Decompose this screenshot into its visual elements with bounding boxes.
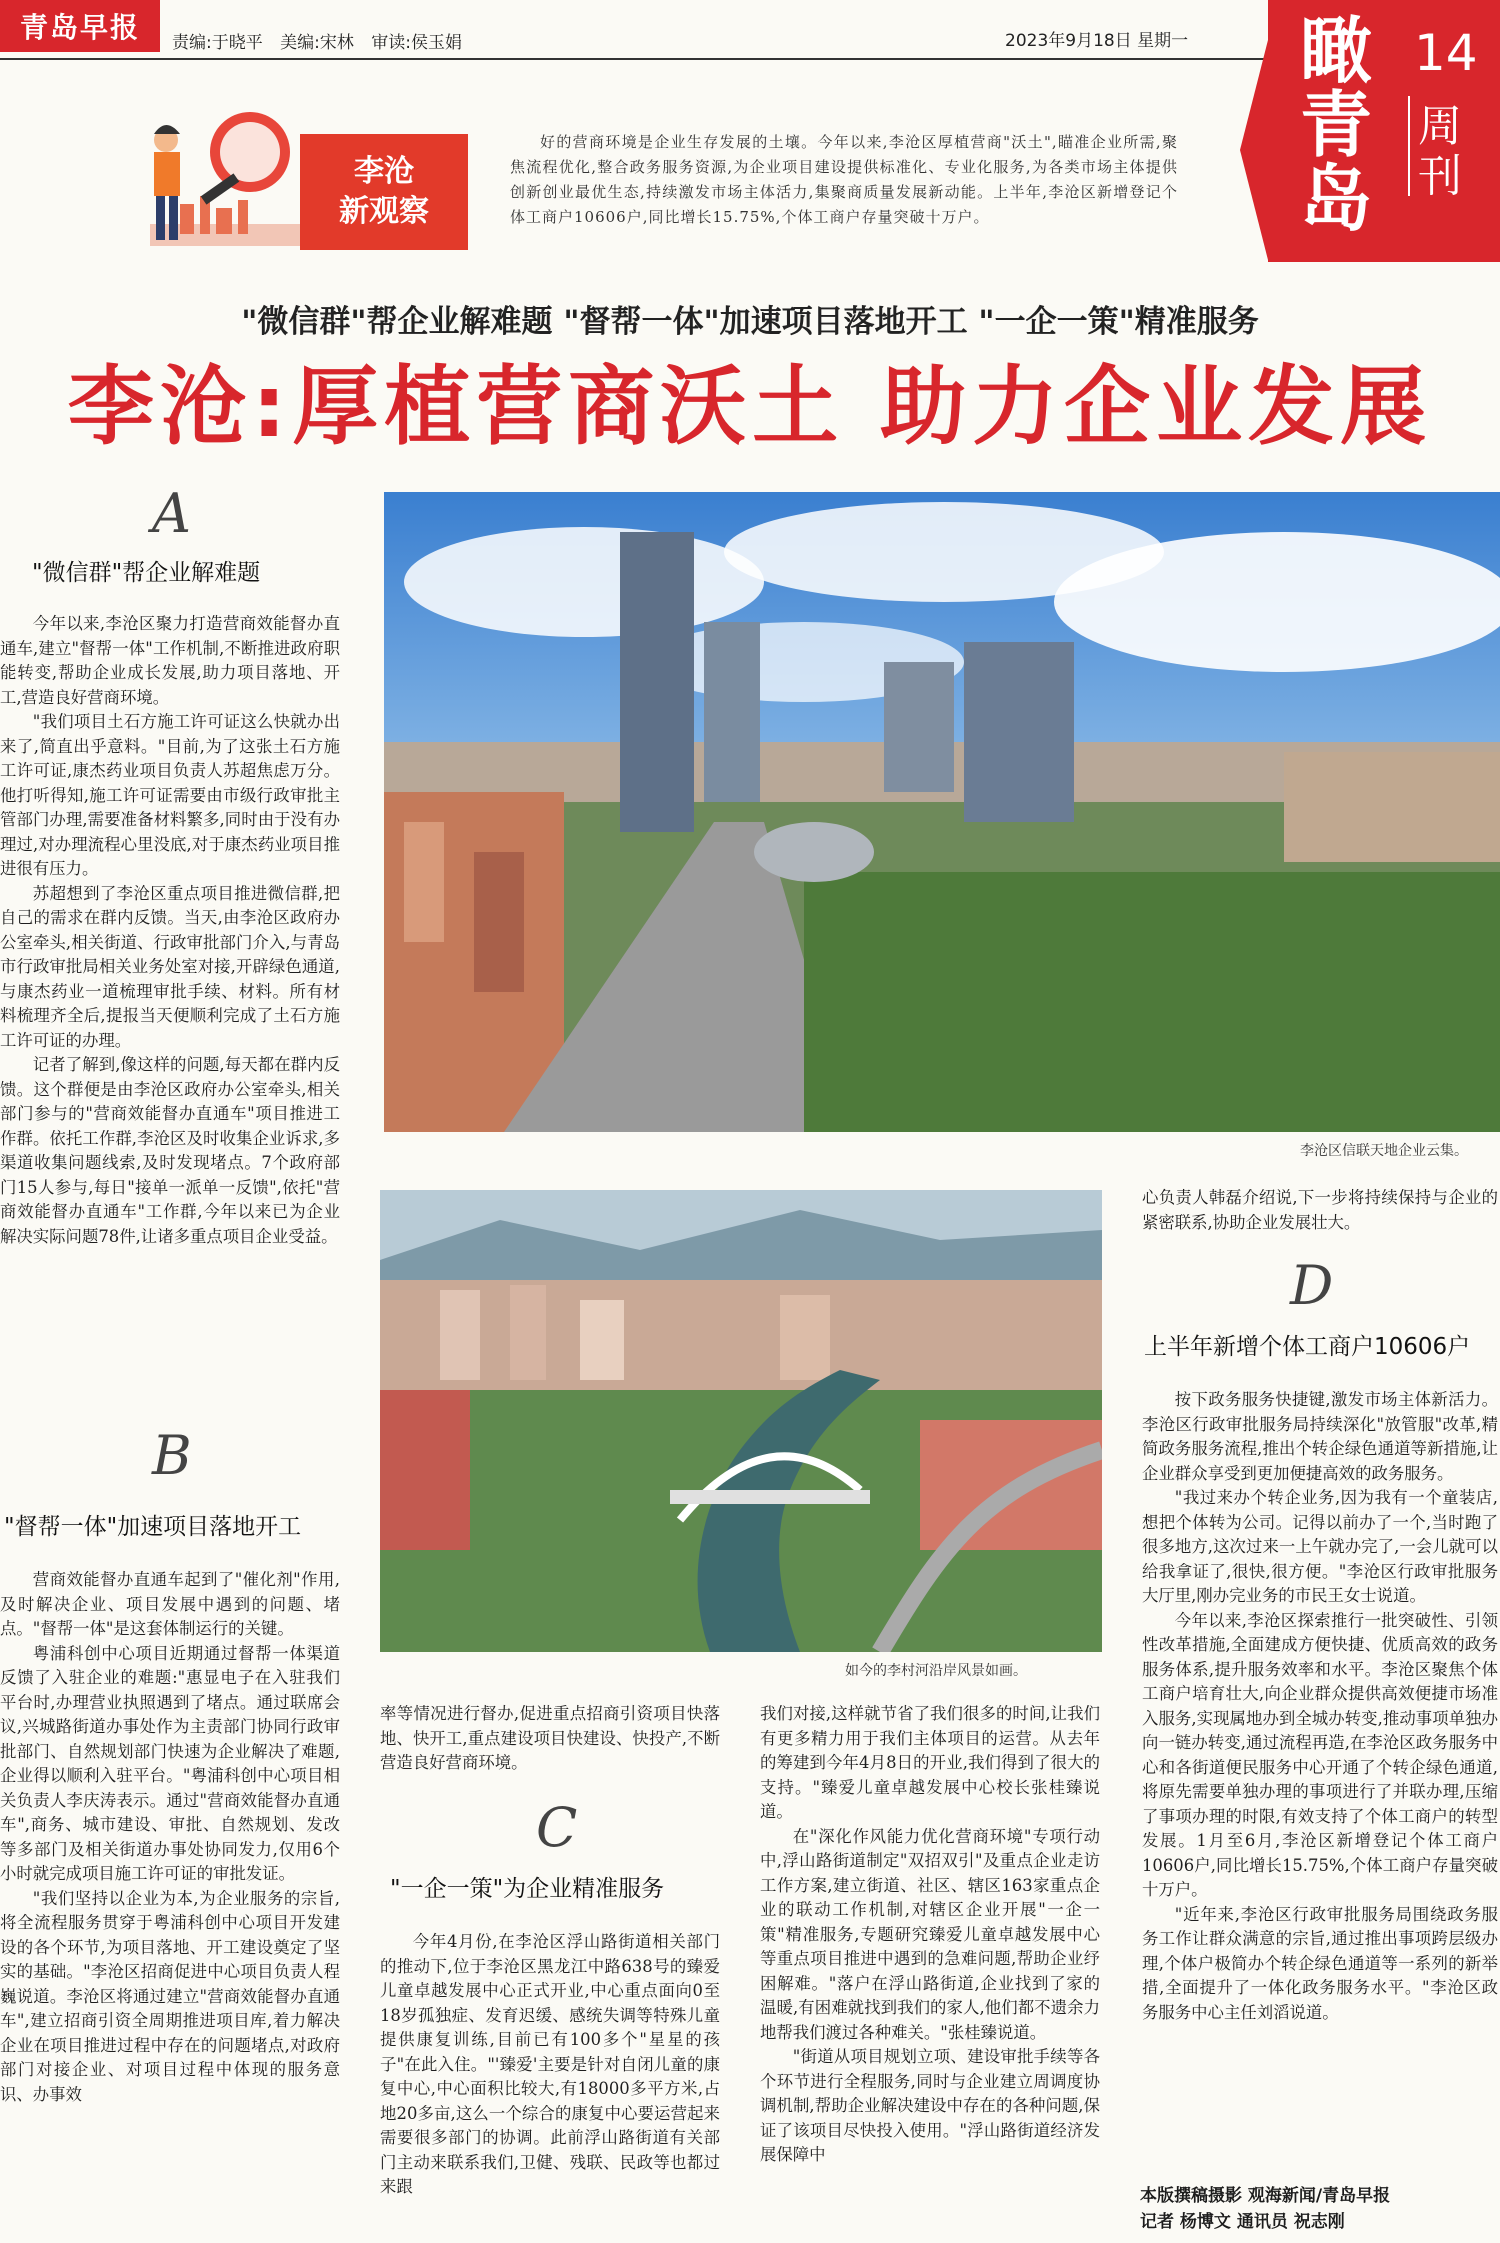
column-badge: [1268, 0, 1500, 262]
photo1-caption: 李沧区信联天地企业云集。: [1300, 1143, 1468, 1159]
section-a-paragraph: 苏超想到了李沧区重点项目推进微信群,把自己的需求在群内反馈。当天,由李沧区政府办公室牵头,相关街道、行政审批部门介入,与青岛市行政审批局相关业务处室对接,开辟绿色通道,与康杰药业一道梳理审批手续、材料。所有材料梳理齐全后,提报当天便顺利完成了土石方施工许可证的办理。: [0, 883, 340, 1050]
magnifier-person-illustration: [140, 104, 310, 254]
section-a-paragraph: 今年以来,李沧区聚力打造营商效能督办直通车,建立"督帮一体"工作机制,不断推进政府职能转变,帮助企业成长发展,助力项目落地、开工,营造良好营商环境。: [0, 614, 340, 707]
section-c-paragraph: "街道从项目规划立项、建设审批手续等各个环节进行全程服务,同时与企业建立周调度协调机制,帮助企业解决建设中存在的各种问题,保证了该项目尽快投入使用。"浮山路街道经济发展保障中: [760, 2047, 1100, 2164]
section-b-continuation: [380, 1702, 720, 1776]
section-c-paragraph: 今年4月份,在李沧区浮山路街道相关部门的推动下,位于李沧区黑龙江中路638号的臻爱儿童卓越发展中心正式开业,中心重点面向0至18岁孤独症、发育迟缓、感统失调等特殊儿童提供康复训练,目前已有100多个"星星的孩子"在此入住。"'臻爱'主要是针对自闭儿童的康复中心,中心面积比较大,有18000多平方米,占地20多亩,这么一个综合的康复中心要运营起来需要很多部门的协调。此前浮山路街道有关部门主动来联系我们,卫健、残联、民政等也都过来跟: [380, 1932, 720, 2196]
section-a-paragraph: "我们项目土石方施工许可证这么快就办出来了,简直出乎意料。"目前,为了这张土石方施工许可证,康杰药业项目负责人苏超焦虑万分。他打听得知,施工许可证需要由市级行政审批主管部门办理,需要准备材料繁多,同时由于没有办理过,对办理流程心里没底,对于康杰药业项目推进很有压力。: [0, 712, 340, 878]
section-badge-line1: 李沧: [354, 154, 414, 189]
section-badge-line2: 新观察: [339, 194, 429, 229]
photo-lichun-river: [380, 1190, 1102, 1652]
section-a-title: "微信群"帮企业解难题: [32, 560, 261, 586]
section-d-paragraph: "近年来,李沧区行政审批服务局围绕政务服务工作让群众满意的宗旨,通过推出事项跨层级办理,个体户极简办个转企绿色通道等一系列的新举措,全面提升了一体化政务服务水平。"李沧区政务服务中心主任刘滔说道。: [1142, 1904, 1498, 2022]
section-d-letter: D: [1290, 1254, 1334, 1317]
credit-designer: 美编:宋林: [280, 33, 354, 53]
credit-line1: 本版撰稿摄影 观海新闻/青岛早报: [1140, 2186, 1391, 2206]
section-c-body: [380, 1930, 720, 2200]
column-name: 瞰青岛: [1300, 9, 1373, 241]
main-headline: 李沧:厚植营商沃土 助力企业发展: [67, 357, 1433, 457]
section-b-paragraph: "我们坚持以企业为本,为企业服务的宗旨,将全流程服务贯穿于粤浦科创中心项目开发建设的各个环节,为项目落地、开工建设奠定了坚实的基础。"李沧区招商促进中心项目负责人程巍说道。李沧区将通过建立"营商效能督办直通车",建立招商引资全周期推进项目库,着力解决企业在项目推进过程中存在的问题堵点,对政府部门对接企业、对项目过程中体现的服务意识、办事效: [0, 1888, 340, 2104]
intro-paragraph: 好的营商环境是企业生存发展的土壤。今年以来,李沧区厚植营商"沃土",瞄准企业所需,聚焦流程优化,整合政务服务资源,为企业项目建设提供标准化、专业化服务,为各类市场主体提供创新创业最优生态,持续激发市场主体活力,集聚商质量发展新动能。上半年,李沧区新增登记个体工商户10606户,同比增长15.75%,个体工商户存量突破十万户。: [510, 133, 1178, 226]
section-b-letter: B: [152, 1424, 192, 1487]
photo2-caption: 如今的李村河沿岸风景如画。: [845, 1663, 1027, 1679]
section-b-paragraph: 率等情况进行督办,促进重点招商引资项目快落地、快开工,重点建设项目快建设、快投产,不断营造良好营商环境。: [380, 1704, 720, 1772]
section-a-paragraph: 记者了解到,像这样的问题,每天都在群内反馈。这个群便是由李沧区政府办公室牵头,相关部门参与的"营商效能督办直通车"项目推进工作群。依托工作群,李沧区及时收集企业诉求,多渠道收集问题线索,及时发现堵点。7个政府部门15人参与,每日"接单一派单一反馈",依托"营商效能督办直通车"工作群,今年以来已为企业解决实际问题78件,让诸多重点项目企业受益。: [0, 1055, 340, 1246]
section-c-continuation: [760, 1702, 1100, 2168]
section-d-title: 上半年新增个体工商户10606户: [1144, 1334, 1471, 1360]
section-c-paragraph: 心负责人韩磊介绍说,下一步将持续保持与企业的紧密联系,协助企业发展壮大。: [1142, 1188, 1498, 1232]
badge-divider: [1408, 96, 1410, 196]
credit-line2: 记者 杨博文 通讯员 祝志刚: [1140, 2212, 1345, 2232]
badge-wedge: [1240, 40, 1268, 260]
page-number: 14: [1414, 24, 1478, 82]
section-c-letter: C: [536, 1796, 578, 1859]
section-c-paragraph: 在"深化作风能力优化营商环境"专项行动中,浮山路街道制定"双招双引"及重点企业走访工作方案,建立街道、社区、辖区163家重点企业的联动工作机制,对辖区企业开展"一企一策"精准服务,专题研究臻爱儿童卓越发展中心等重点项目推进中遇到的急难问题,帮助企业纾困解难。"落户在浮山路街道,企业找到了家的温暖,有困难就找到我们的家人,他们都不遗余力地帮我们渡过各种难关。"张桂臻说道。: [760, 1826, 1100, 2042]
section-b-body: [0, 1568, 340, 2107]
kicker-headline: "微信群"帮企业解难题 "督帮一体"加速项目落地开工 "一企一策"精准服务: [241, 304, 1259, 340]
credit-editor: 责编:于晓平: [172, 33, 263, 53]
photo-writer-credit: [1140, 2183, 1500, 2235]
editor-credits: [172, 28, 474, 53]
weekly-label: 周刊: [1418, 101, 1462, 202]
section-d-paragraph: 按下政务服务快捷键,激发市场主体新活力。李沧区行政审批服务局持续深化"放管服"改革,精简政务服务流程,推出个转企绿色通道等新措施,让企业群众享受到更加便捷高效的政务服务。: [1142, 1390, 1498, 1483]
section-b-paragraph: 营商效能督办直通车起到了"催化剂"作用,及时解决企业、项目发展中遇到的问题、堵点。"督帮一体"是这套体制运行的关键。: [0, 1570, 340, 1638]
section-c-title: "一企一策"为企业精准服务: [390, 1876, 665, 1902]
issue-date: 2023年9月18日 星期一: [1005, 31, 1189, 51]
section-badge: [300, 134, 468, 250]
credit-proofreader: 审读:侯玉娟: [371, 33, 463, 53]
masthead-rule: [0, 58, 1290, 60]
photo-business-towers: [384, 492, 1500, 1132]
section-b-title: "督帮一体"加速项目落地开工: [4, 1514, 302, 1540]
section-a-letter: A: [152, 482, 191, 545]
newspaper-logo: 青岛早报: [0, 0, 160, 52]
section-c-tail: [1142, 1186, 1498, 1235]
section-d-body: [1142, 1388, 1498, 2025]
section-d-paragraph: "我过来办个转企业务,因为我有一个童装店,想把个体转为公司。记得以前办了一个,当时跑了很多地方,这次过来一上午就办完了,一会儿就可以给我拿证了,很快,很方便。"李沧区行政审批服务大厅里,刚办完业务的市民王女士说道。: [1142, 1488, 1498, 1605]
section-c-paragraph: 我们对接,这样就节省了我们很多的时间,让我们有更多精力用于我们主体项目的运营。从去年的筹建到今年4月8日的开业,我们得到了很大的支持。"臻爱儿童卓越发展中心校长张桂臻说道。: [760, 1704, 1100, 1821]
section-a-body: [0, 612, 340, 1249]
section-d-paragraph: 今年以来,李沧区探索推行一批突破性、引领性改革措施,全面建成方便快捷、优质高效的政务服务体系,提升服务效率和水平。李沧区聚焦个体工商户培育壮大,向企业群众提供高效便捷市场准入服务,实现属地办到全城办转变,推动事项单独办向一链办转变,通过流程再造,在李沧区政务服务中心和各街道便民服务中心开通了个转企绿色通道,将原先需要单独办理的事项进行了并联办理,压缩了事项办理的时限,有效支持了个体工商户的转型发展。1月至6月,李沧区新增登记个体工商户10606户,同比增长15.75%,个体工商户存量突破十万户。: [1142, 1610, 1498, 1899]
section-b-paragraph: 粤浦科创中心项目近期通过督帮一体渠道反馈了入驻企业的难题:"惠显电子在入驻我们平台时,办理营业执照遇到了堵点。通过联席会议,兴城路街道办事处作为主责部门协同行政审批部门、自然规划部门快速为企业解决了难题,企业得以顺利入驻平台。"粤浦科创中心项目相关负责人李庆涛表示。通过"营商效能督办直通车",商务、城市建设、审批、自然规划、发改等多部门及相关街道办事处协同发力,仅用6个小时就完成项目施工许可证的审批发证。: [0, 1643, 340, 1883]
